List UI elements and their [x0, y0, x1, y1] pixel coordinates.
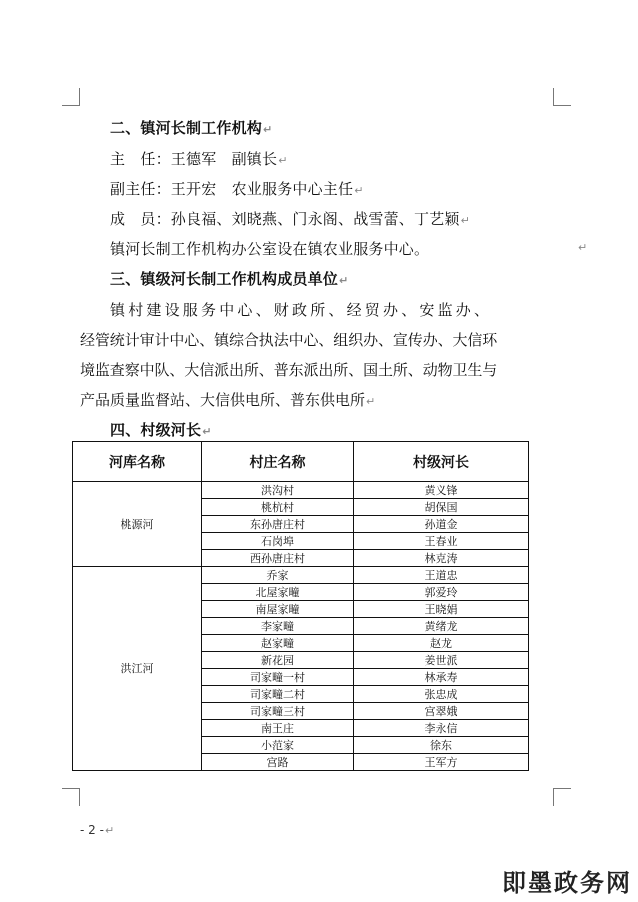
- units-line-4: [80, 389, 375, 410]
- chief-cell: 赵龙: [354, 635, 529, 652]
- village-cell: 北屋家疃: [202, 584, 354, 601]
- village-cell: 李家疃: [202, 618, 354, 635]
- chief-cell: 王春业: [354, 533, 529, 550]
- chief-cell: 李永信: [354, 720, 529, 737]
- village-cell: 司家疃二村: [202, 686, 354, 703]
- chief-cell: 徐东: [354, 737, 529, 754]
- page-number-text: - 2 -: [80, 823, 104, 837]
- section-title: 二、镇河长制工作机构: [110, 119, 263, 137]
- chief-cell: 郭爱玲: [354, 584, 529, 601]
- river-name-cell: 桃源河: [73, 482, 202, 567]
- section-title: 三、镇级河长制工作机构成员单位: [110, 270, 339, 288]
- units-line-3: 境监查察中队、大信派出所、普东派出所、国土所、动物卫生与: [80, 361, 498, 379]
- paragraph-mark: ↵: [263, 123, 273, 136]
- village-cell: 东孙唐庄村: [202, 516, 354, 533]
- chief-cell: 黄绪龙: [354, 618, 529, 635]
- members-text: 成 员：孙良福、刘晓燕、门永阁、战雪蕾、丁艺颖: [110, 210, 460, 228]
- table-body: [73, 482, 529, 771]
- chief-cell: 宫翠娥: [354, 703, 529, 720]
- paragraph-mark: ↵: [202, 425, 212, 438]
- village-cell: 南王庄: [202, 720, 354, 737]
- chief-cell: 姜世派: [354, 652, 529, 669]
- paragraph-mark: ↵: [460, 214, 471, 227]
- paragraph-mark: ↵: [104, 824, 115, 837]
- deputy-text: 副主任：王开宏 农业服务中心主任: [110, 180, 354, 198]
- chief-cell: 王晓娟: [354, 601, 529, 618]
- village-cell: 乔家: [202, 567, 354, 584]
- chief-cell: 张忠成: [354, 686, 529, 703]
- village-cell: 桃杭村: [202, 499, 354, 516]
- site-watermark: 即墨政务网: [502, 869, 632, 897]
- director-line: [110, 148, 288, 169]
- paragraph-mark: ↵: [578, 241, 588, 254]
- chief-cell: 黄义锋: [354, 482, 529, 499]
- village-cell: 小范家: [202, 737, 354, 754]
- header-village: 村庄名称: [202, 442, 354, 482]
- section-heading-4: [110, 419, 212, 440]
- paragraph-mark: ↵: [339, 274, 349, 287]
- village-cell: 石岗埠: [202, 533, 354, 550]
- header-river: 河库名称: [73, 442, 202, 482]
- section-title: 四、村级河长: [110, 421, 202, 439]
- village-cell: 新花园: [202, 652, 354, 669]
- village-cell: 宫路: [202, 754, 354, 771]
- page-number: [80, 823, 114, 837]
- office-text: 镇河长制工作机构办公室设在镇农业服务中心。: [110, 240, 430, 258]
- units-line-1: 镇村建设服务中心、财政所、经贸办、安监办、: [110, 301, 493, 319]
- director-text: 主 任：王德军 副镇长: [110, 150, 278, 168]
- office-line: [110, 238, 429, 259]
- village-cell: 洪沟村: [202, 482, 354, 499]
- members-line: [110, 208, 470, 229]
- village-cell: 司家疃三村: [202, 703, 354, 720]
- chief-cell: 孙道金: [354, 516, 529, 533]
- header-chief: 村级河长: [354, 442, 529, 482]
- village-cell: 赵家疃: [202, 635, 354, 652]
- section-heading-3: [110, 268, 348, 289]
- table-row: [73, 482, 529, 499]
- table-row: [73, 567, 529, 584]
- section-heading-2: [110, 117, 272, 138]
- chief-cell: 胡保国: [354, 499, 529, 516]
- chief-cell: 林克涛: [354, 550, 529, 567]
- village-cell: 南屋家疃: [202, 601, 354, 618]
- chief-cell: 林承寿: [354, 669, 529, 686]
- village-cell: 司家疃一村: [202, 669, 354, 686]
- chief-cell: 王军方: [354, 754, 529, 771]
- river-name-cell: 洪江河: [73, 567, 202, 771]
- village-cell: 西孙唐庄村: [202, 550, 354, 567]
- paragraph-mark: ↵: [354, 184, 364, 197]
- chief-cell: 王道忠: [354, 567, 529, 584]
- paragraph-mark: ↵: [278, 154, 288, 167]
- village-river-chief-table: [72, 441, 529, 771]
- paragraph-mark: ↵: [366, 395, 376, 408]
- deputy-line: [110, 178, 364, 199]
- units-text: 产品质量监督站、大信供电所、普东供电所: [80, 391, 366, 409]
- table-header-row: [73, 442, 529, 482]
- units-line-2: 经管统计审计中心、镇综合执法中心、组织办、宣传办、大信环: [80, 331, 498, 349]
